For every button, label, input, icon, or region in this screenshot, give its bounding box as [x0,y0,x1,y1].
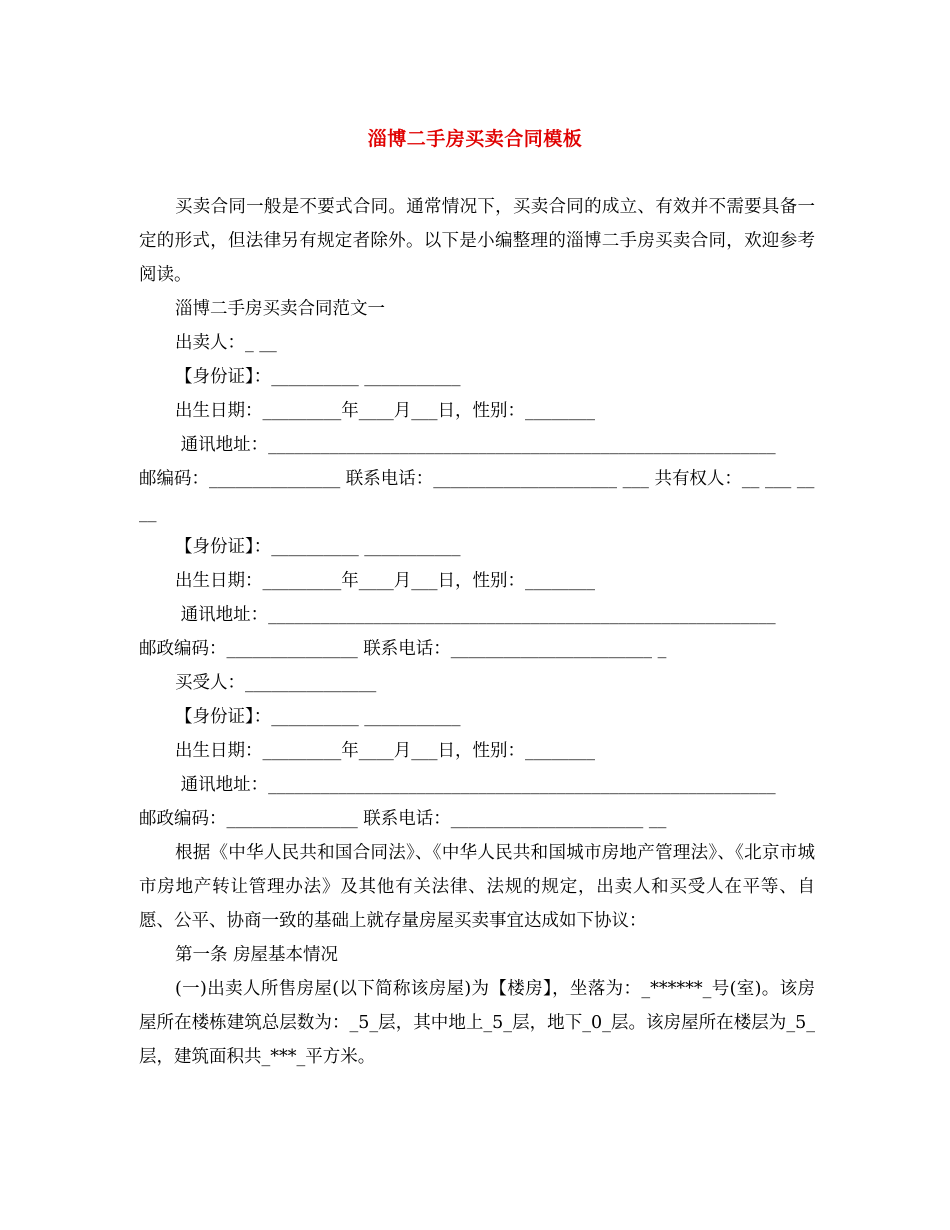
buyer-birth-date-line: 出生日期：_________年____月___日，性别：________ [175,741,595,761]
seller-birth-date-line: 出生日期：_________年____月___日，性别：________ [175,401,595,421]
co-owner-id-card-line: 【身份证】：__________ ___________ [175,537,461,557]
intro-paragraph: 买卖合同一般是不要式合同。通常情况下，买卖合同的成立、有效并不需要具备一定的形式，但法律另有规定者除外。以下是小编整理的淄博二手房买卖合同，欢迎参考阅读。 [139,197,815,285]
buyer-id-card-line: 【身份证】：__________ ___________ [175,707,461,727]
co-owner-birth-date-line: 出生日期：_________年____月___日，性别：________ [175,571,595,591]
seller-name-line: 出卖人：_ __ [175,333,277,353]
buyer-address-line: 通讯地址：__________________________________________________________ [175,775,776,795]
seller-id-card-line: 【身份证】：__________ ___________ [175,367,461,387]
co-owner-postcode-phone-line: 邮政编码：_______________ 联系电话：_______________________ _ [139,639,667,659]
document-body [139,190,815,1074]
buyer-name-line: 买受人：_______________ [175,673,377,693]
legal-basis-paragraph: 根据《中华人民共和国合同法》、《中华人民共和国城市房地产管理法》、《北京市城市房地产转让管理办法》及其他有关法律、法规的规定，出卖人和买受人在平等、自愿、公平、协商一致的基础上就存量房屋买卖事宜达成如下协议： [139,843,815,931]
section-heading-sample-one: 淄博二手房买卖合同范文一 [175,299,385,319]
seller-postcode-phone-line: 邮编码：_______________ 联系电话：_____________________ ___ 共有权人：__ ___ ____ [139,469,815,523]
seller-address-line: 通讯地址：__________________________________________________________ [175,435,776,455]
property-description-paragraph: (一)出卖人所售房屋(以下简称该房屋)为【楼房】，坐落为：_******_号(室)。该房屋所在楼栋建筑总层数为：_5_层，其中地上_5_层，地下_0_层。该房屋所在楼层为_5_层，建筑面积共_***_平方米。 [139,979,815,1067]
co-owner-address-line: 通讯地址：__________________________________________________________ [175,605,776,625]
article-one-heading: 第一条 房屋基本情况 [175,945,339,965]
document-title: 淄博二手房买卖合同模板 [367,128,583,150]
buyer-postcode-phone-line: 邮政编码：_______________ 联系电话：______________________ __ [139,809,667,829]
